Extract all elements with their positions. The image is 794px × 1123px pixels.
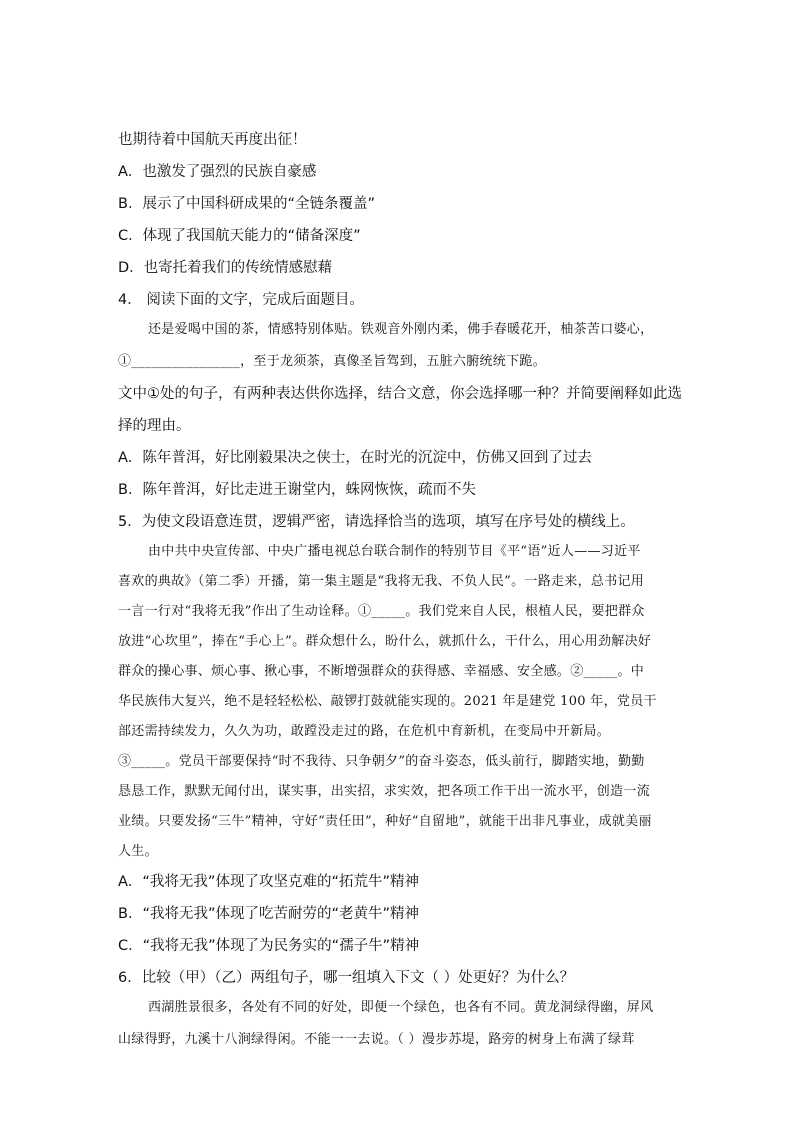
q5-passage-line: 恳恳工作，默默无闻付出，谋实事，出实招，求实效，把各项工作干出一流水平，创造一流	[118, 784, 651, 799]
q5-title: 5．为使文段语意连贯，逻辑严密，请选择恰当的选项，填写在序号处的横线上。	[118, 514, 635, 530]
q3-option-a: A．也激发了强烈的民族自豪感	[118, 164, 317, 180]
q5-passage-line: 由中共中央宣传部、中央广播电视总台联合制作的特别节目《平“语”近人——习近平	[148, 544, 641, 559]
q4-option-a: A．陈年普洱，好比刚毅果决之侠士，在时光的沉淀中，仿佛又回到了过去	[118, 450, 592, 466]
q4-question-line: 择的理由。	[118, 418, 191, 434]
q5-option-c: C．“我将无我”体现了为民务实的“孺子牛”精神	[118, 938, 420, 954]
q5-passage-line: 一言一行对“我将无我”作出了生动诠释。①_____。我们党来自人民，根植人民，要把群众	[118, 604, 645, 619]
q5-passage-line: 群众的操心事、烦心事、揪心事，不断增强群众的获得感、幸福感、安全感。②_____。中	[118, 664, 645, 679]
q4-passage-line: ①________________，至于龙须茶，真像圣旨驾到，五脏六腑统统下跪。	[118, 354, 546, 369]
q6-passage-line: 西湖胜景很多，各处有不同的好处，即便一个绿色，也各有不同。黄龙洞绿得幽，屏风	[148, 1000, 654, 1015]
q5-passage-line: 业绩。只要发扬“三牛”精神，守好“责任田”，种好“自留地”，就能干出非凡事业，成就美丽	[118, 814, 652, 829]
q6-passage-line: 山绿得野，九溪十八涧绿得闲。不能一一去说。（ ）漫步苏堤，路旁的树身上布满了绿茸	[118, 1032, 635, 1047]
q5-passage-line: 人生。	[118, 844, 158, 859]
q3-stem-tail: 也期待着中国航天再度出征！	[118, 132, 307, 148]
q4-title: 4． 阅读下面的文字，完成后面题目。	[118, 292, 364, 308]
q4-option-b: B．陈年普洱，好比走进王谢堂内，蛛网恢恢，疏而不失	[118, 482, 476, 498]
q5-passage-line: 部还需持续发力，久久为功，敢蹚没走过的路，在危机中育新机，在变局中开新局。	[118, 724, 611, 739]
q5-option-a: A．“我将无我”体现了攻坚克难的“拓荒牛”精神	[118, 874, 419, 890]
q4-question-line: 文中①处的句子，有两种表达供你选择，结合文意，你会选择哪一种？并简要阐释如此选	[118, 386, 682, 402]
q4-passage-line: 还是爱喝中国的茶，情感特别体贴。铁观音外刚内柔，佛手春暖花开，柚茶苦口婆心，	[148, 322, 654, 337]
q5-passage-line: ③_____。党员干部要保持“时不我待、只争朝夕”的奋斗姿态，低头前行，脚踏实地，勤勤	[118, 754, 645, 769]
q5-option-b: B．“我将无我”体现了吃苦耐劳的“老黄牛”精神	[118, 906, 419, 922]
q3-option-c: C．体现了我国航天能力的“储备深度”	[118, 228, 361, 244]
q6-title: 6．比较（甲）（乙）两组句子，哪一组填入下文（ ）处更好？为什么？	[118, 970, 575, 986]
q5-passage-line: 华民族伟大复兴，绝不是轻轻松松、敲锣打鼓就能实现的。2021 年是建党 100 年，党员干	[118, 694, 657, 709]
q5-passage-line: 放进“心坎里”，捧在“手心上”。群众想什么，盼什么，就抓什么，干什么，用心用劲解决好	[118, 634, 652, 649]
q3-option-d: D．也寄托着我们的传统情感慰藉	[118, 260, 333, 276]
q5-passage-line: 喜欢的典故》（第二季）开播，第一集主题是“我将无我、不负人民”。一路走来，总书记用	[118, 574, 645, 589]
q3-option-b: B．展示了中国科研成果的“全链条覆盖”	[118, 196, 375, 212]
